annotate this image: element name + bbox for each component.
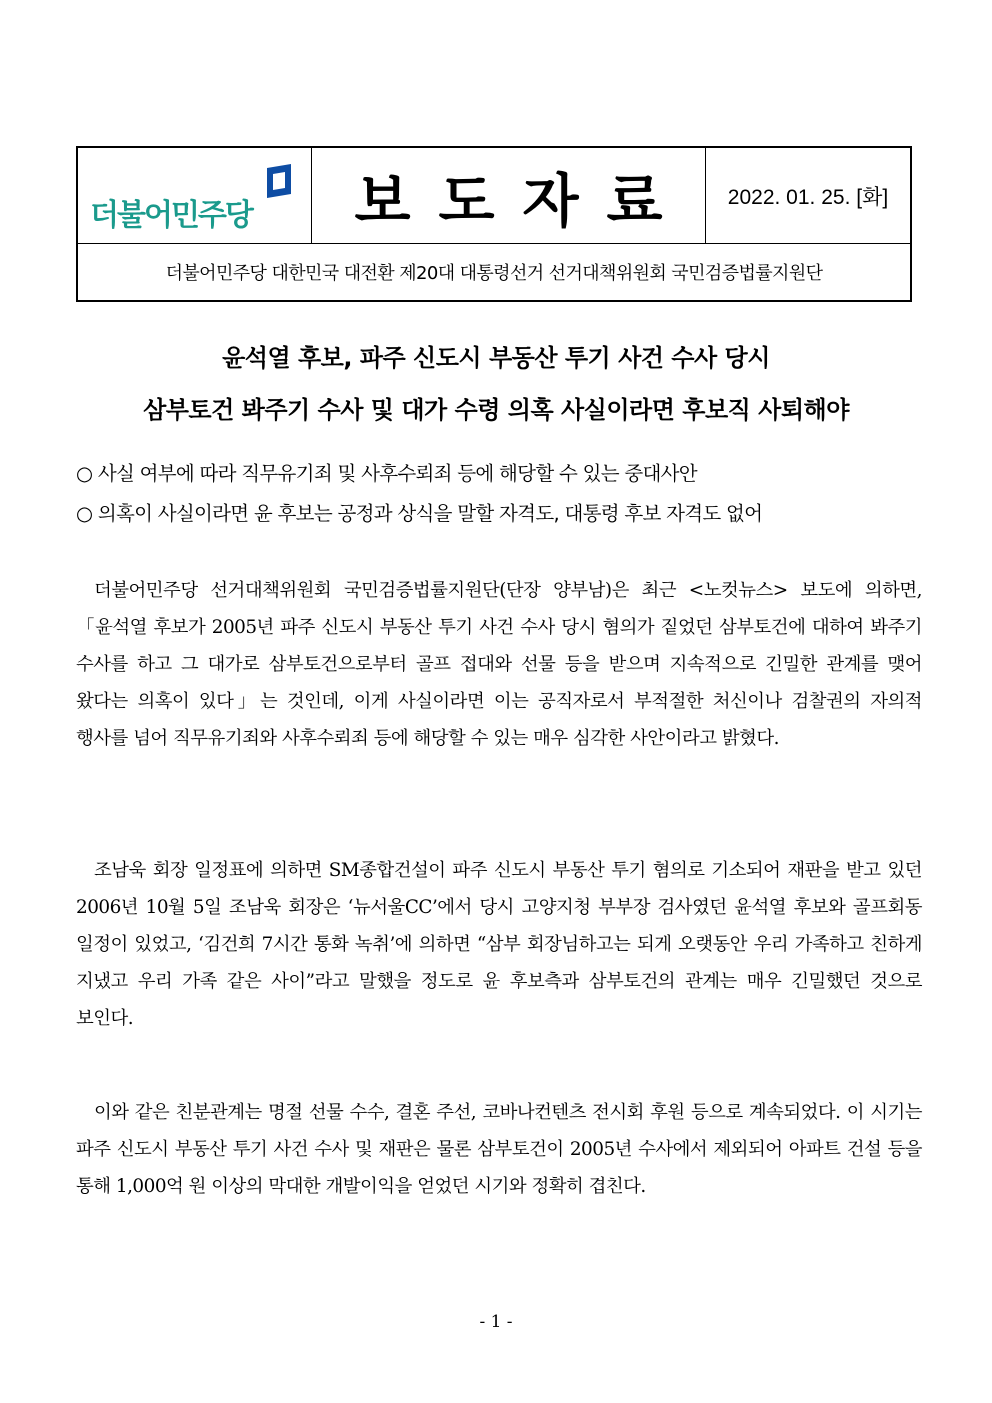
body-paragraph-1: 더불어민주당 선거대책위원회 국민검증법률지원단(단장 양부남)은 최근 <노컷뉴스> 보도에 의하면,「윤석열 후보가 2005년 파주 신도시 부동산 투기 사건 수사 당시 혐의가 짙었던 삼부토건에 대하여 봐주기 수사를 하고 그 대가로 삼부토건으로부터 골프 접대와 선물 등을 받으며 지속적으로 긴밀한 관계를 맺어 왔다는 의혹이 있다」는 것인데, 이게 사실이라면 이는 공직자로서 부적절한 처신이나 검찰권의 자의적 행사를 넘어 직무유기죄와 사후수뢰죄 등에 해당할 수 있는 매우 심각한 사안이라고 밝혔다. [76, 580, 922, 749]
party-logo-text: 더불어민주당 [90, 198, 252, 233]
body-paragraph-2: 조남욱 회장 일정표에 의하면 SM종합건설이 파주 신도시 부동산 투기 혐의로 기소되어 재판을 받고 있던 2006년 10월 5일 조남욱 회장은 ‘뉴서울CC’에서 당시 고양지청 부부장 검사였던 윤석열 후보와 골프회동 일정이 있었고, ‘김건희 7시간 통화 녹취’에 의하면 “삼부 회장님하고는 되게 오랫동안 우리 가족하고 친하게 지냈고 우리 가족 같은 사이”라고 말했을 정도로 윤 후보측과 삼부토건의 관계는 매우 긴밀했던 것으로 보인다. [76, 860, 922, 1029]
release-date: 2022. 01. 25. [화] [727, 185, 889, 209]
press-release-title: 보도자료 [354, 166, 691, 235]
headline-line-1: 윤석열 후보, 파주 신도시 부동산 투기 사건 수사 당시 [222, 344, 770, 372]
organization-name: 더불어민주당 대한민국 대전환 제20대 대통령선거 선거대책위원회 국민검증법률지원단 [165, 263, 823, 284]
header-org-row [78, 244, 910, 300]
party-logo-icon [264, 164, 294, 198]
bullet-point-2: ○ 의혹이 사실이라면 윤 후보는 공정과 상식을 말할 자격도, 대통령 후보 자격도 없어 [76, 502, 763, 525]
logo-cell [78, 148, 312, 243]
page-number: - 1 - [479, 1312, 513, 1332]
date-cell [706, 148, 910, 243]
title-cell [312, 148, 706, 243]
body-paragraph-3: 이와 같은 친분관계는 명절 선물 수수, 결혼 주선, 코바나컨텐츠 전시회 후원 등으로 계속되었다. 이 시기는 파주 신도시 부동산 투기 사건 수사 및 재판은 물론 삼부토건이 2005년 수사에서 제외되어 아파트 건설 등을 통해 1,000억 원 이상의 막대한 개발이익을 얻었던 시기와 정확히 겹친다. [76, 1102, 922, 1197]
header-top-row [78, 148, 910, 244]
press-release-header [76, 146, 912, 302]
bullet-point-1: ○ 사실 여부에 따라 직무유기죄 및 사후수뢰죄 등에 해당할 수 있는 중대사안 [76, 462, 697, 485]
headline-line-2: 삼부토건 봐주기 수사 및 대가 수령 의혹 사실이라면 후보직 사퇴해야 [143, 396, 849, 424]
